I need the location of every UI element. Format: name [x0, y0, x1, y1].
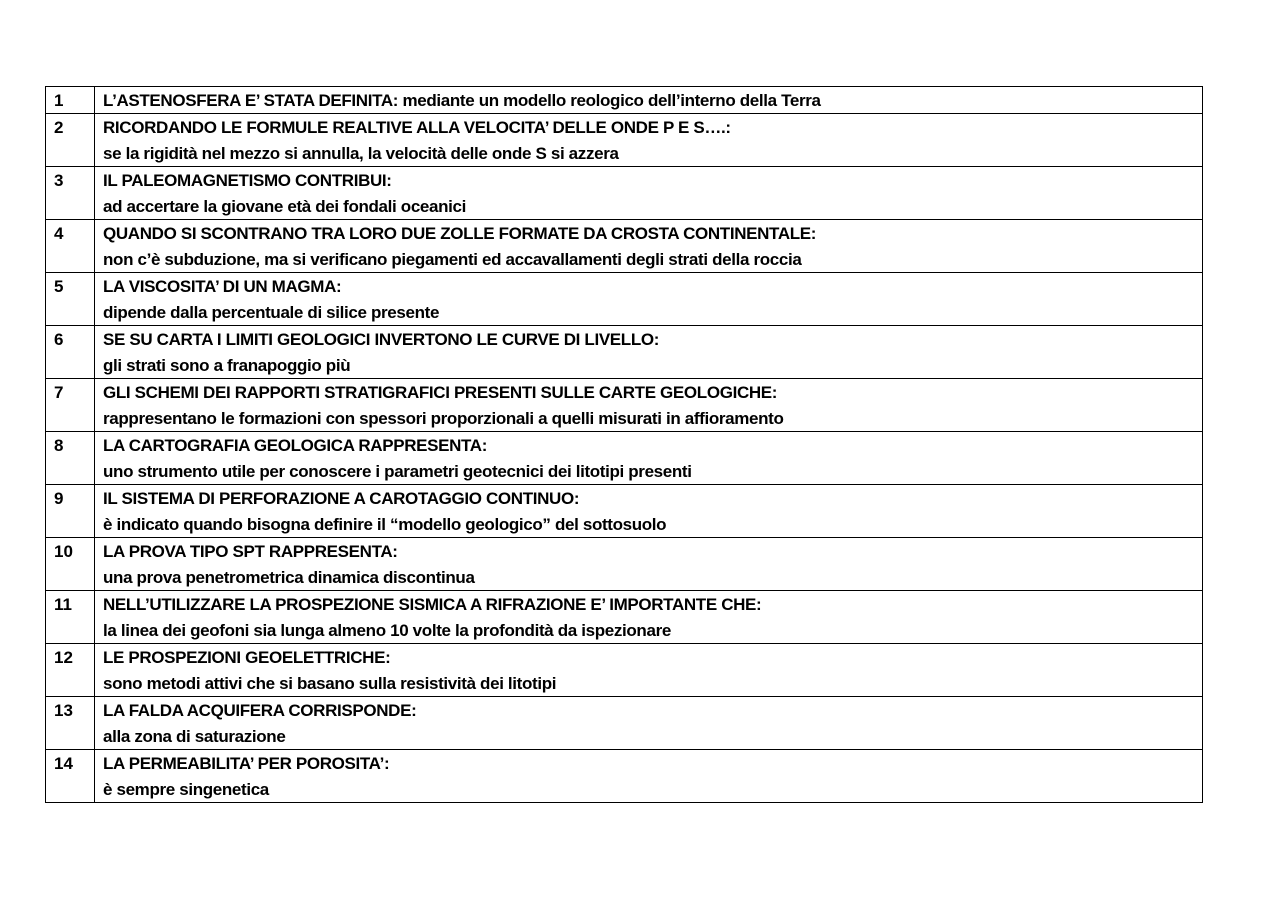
answer-text: non c’è subduzione, ma si verificano piegamenti ed accavallamenti degli strati della roccia [103, 250, 802, 269]
question-text: LE PROSPEZIONI GEOELETTRICHE: [103, 648, 391, 667]
row-number-cell [46, 538, 95, 591]
answer-text: rappresentano le formazioni con spessori proporzionali a quelli misurati in affioramento [103, 409, 784, 428]
answer-text: è indicato quando bisogna definire il “modello geologico” del sottosuolo [103, 515, 667, 534]
row-content-cell [95, 114, 1203, 167]
row-number-cell [46, 591, 95, 644]
question-text: QUANDO SI SCONTRANO TRA LORO DUE ZOLLE FORMATE DA CROSTA CONTINENTALE: [103, 224, 817, 243]
answer-text: dipende dalla percentuale di silice presente [103, 303, 440, 322]
row-number: 1 [54, 91, 64, 110]
row-content-cell [95, 87, 1203, 114]
question-text: IL PALEOMAGNETISMO CONTRIBUI: [103, 171, 392, 190]
table-row [46, 87, 1203, 114]
question-text: IL SISTEMA DI PERFORAZIONE A CAROTAGGIO CONTINUO: [103, 489, 580, 508]
row-content-cell [95, 591, 1203, 644]
answer-text: gli strati sono a franapoggio più [103, 356, 351, 375]
row-content-cell [95, 485, 1203, 538]
answer-text: è sempre singenetica [103, 780, 269, 799]
table-row [46, 485, 1203, 538]
question-text: GLI SCHEMI DEI RAPPORTI STRATIGRAFICI PRESENTI SULLE CARTE GEOLOGICHE: [103, 383, 778, 402]
row-number-cell [46, 644, 95, 697]
table-row [46, 432, 1203, 485]
questions-table-body [46, 87, 1203, 803]
row-number: 3 [54, 171, 64, 190]
table-row [46, 379, 1203, 432]
question-text: L’ASTENOSFERA E’ STATA DEFINITA: mediante un modello reologico dell’interno della Terra [103, 91, 821, 110]
row-content-cell [95, 697, 1203, 750]
row-number-cell [46, 379, 95, 432]
row-number: 12 [54, 648, 73, 667]
answer-text: alla zona di saturazione [103, 727, 286, 746]
answer-text: se la rigidità nel mezzo si annulla, la velocità delle onde S si azzera [103, 144, 619, 163]
question-text: LA VISCOSITA’ DI UN MAGMA: [103, 277, 342, 296]
row-number-cell [46, 167, 95, 220]
question-text: LA FALDA ACQUIFERA CORRISPONDE: [103, 701, 417, 720]
row-content-cell [95, 273, 1203, 326]
table-row [46, 591, 1203, 644]
question-text: RICORDANDO LE FORMULE REALTIVE ALLA VELOCITA’ DELLE ONDE P E S….: [103, 118, 731, 137]
row-content-cell [95, 220, 1203, 273]
table-row [46, 750, 1203, 803]
question-text: LA PERMEABILITA’ PER POROSITA’: [103, 754, 390, 773]
row-number: 13 [54, 701, 73, 720]
row-number-cell [46, 485, 95, 538]
question-text: LA PROVA TIPO SPT RAPPRESENTA: [103, 542, 398, 561]
answer-text: una prova penetrometrica dinamica discontinua [103, 568, 475, 587]
table-row [46, 273, 1203, 326]
table-row [46, 697, 1203, 750]
row-number-cell [46, 697, 95, 750]
question-text: LA CARTOGRAFIA GEOLOGICA RAPPRESENTA: [103, 436, 488, 455]
question-text: NELL’UTILIZZARE LA PROSPEZIONE SISMICA A RIFRAZIONE E’ IMPORTANTE CHE: [103, 595, 762, 614]
row-content-cell [95, 538, 1203, 591]
row-number: 6 [54, 330, 64, 349]
row-number: 4 [54, 224, 64, 243]
answer-text: la linea dei geofoni sia lunga almeno 10 volte la profondità da ispezionare [103, 621, 671, 640]
row-number: 10 [54, 542, 73, 561]
question-text: SE SU CARTA I LIMITI GEOLOGICI INVERTONO LE CURVE DI LIVELLO: [103, 330, 660, 349]
answer-text: ad accertare la giovane età dei fondali oceanici [103, 197, 467, 216]
table-row [46, 220, 1203, 273]
row-content-cell [95, 326, 1203, 379]
row-number: 5 [54, 277, 64, 296]
row-number-cell [46, 432, 95, 485]
row-content-cell [95, 750, 1203, 803]
answer-text: sono metodi attivi che si basano sulla resistività dei litotipi [103, 674, 557, 693]
table-row [46, 326, 1203, 379]
table-row [46, 538, 1203, 591]
answer-text: uno strumento utile per conoscere i parametri geotecnici dei litotipi presenti [103, 462, 692, 481]
row-number-cell [46, 87, 95, 114]
row-number: 7 [54, 383, 64, 402]
row-content-cell [95, 432, 1203, 485]
row-number-cell [46, 326, 95, 379]
row-number-cell [46, 114, 95, 167]
row-number: 8 [54, 436, 64, 455]
row-number: 11 [54, 595, 72, 614]
row-number-cell [46, 750, 95, 803]
row-number: 2 [54, 118, 64, 137]
table-row [46, 167, 1203, 220]
row-content-cell [95, 379, 1203, 432]
row-number: 9 [54, 489, 64, 508]
table-row [46, 114, 1203, 167]
table-row [46, 644, 1203, 697]
row-number-cell [46, 220, 95, 273]
row-content-cell [95, 167, 1203, 220]
row-content-cell [95, 644, 1203, 697]
row-number-cell [46, 273, 95, 326]
questions-table [45, 86, 1203, 803]
row-number: 14 [54, 754, 73, 773]
